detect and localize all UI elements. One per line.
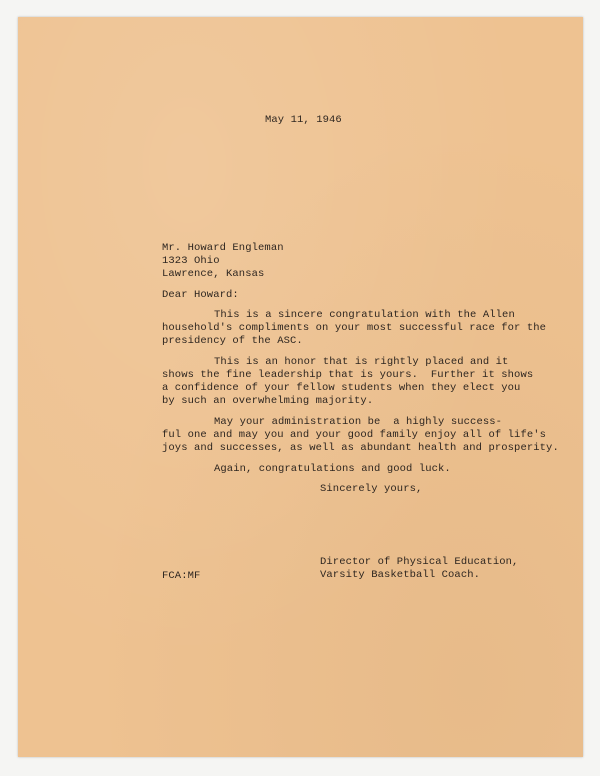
signature-title-line-1: Director of Physical Education, xyxy=(320,556,519,568)
paragraph-4-line-1: Again, congratulations and good luck. xyxy=(214,463,451,475)
paragraph-3-line-1: May your administration be a highly success- xyxy=(214,416,503,428)
paragraph-2-line-3: a confidence of your fellow students when they elect you xyxy=(162,382,521,394)
letter-page xyxy=(18,17,583,757)
letter-date: May 11, 1946 xyxy=(265,114,342,126)
closing: Sincerely yours, xyxy=(320,483,423,495)
recipient-city: Lawrence, Kansas xyxy=(162,268,265,280)
reference-initials: FCA:MF xyxy=(162,570,201,582)
paragraph-2-line-1: This is an honor that is rightly placed and it xyxy=(214,356,509,368)
paragraph-1-line-3: presidency of the ASC. xyxy=(162,335,303,347)
paragraph-2-line-4: by such an overwhelming majority. xyxy=(162,395,374,407)
signature-title-line-2: Varsity Basketball Coach. xyxy=(320,569,481,581)
paragraph-2-line-2: shows the fine leadership that is yours. Further it shows xyxy=(162,369,534,381)
recipient-street: 1323 Ohio xyxy=(162,255,220,267)
salutation: Dear Howard: xyxy=(162,289,239,301)
paragraph-3-line-2: ful one and may you and your good family enjoy all of life's xyxy=(162,429,547,441)
paragraph-3-line-3: joys and successes, as well as abundant health and prosperity. xyxy=(162,442,559,454)
paragraph-1-line-1: This is a sincere congratulation with the Allen xyxy=(214,309,515,321)
recipient-name: Mr. Howard Engleman xyxy=(162,242,284,254)
paragraph-1-line-2: household's compliments on your most successful race for the xyxy=(162,322,547,334)
